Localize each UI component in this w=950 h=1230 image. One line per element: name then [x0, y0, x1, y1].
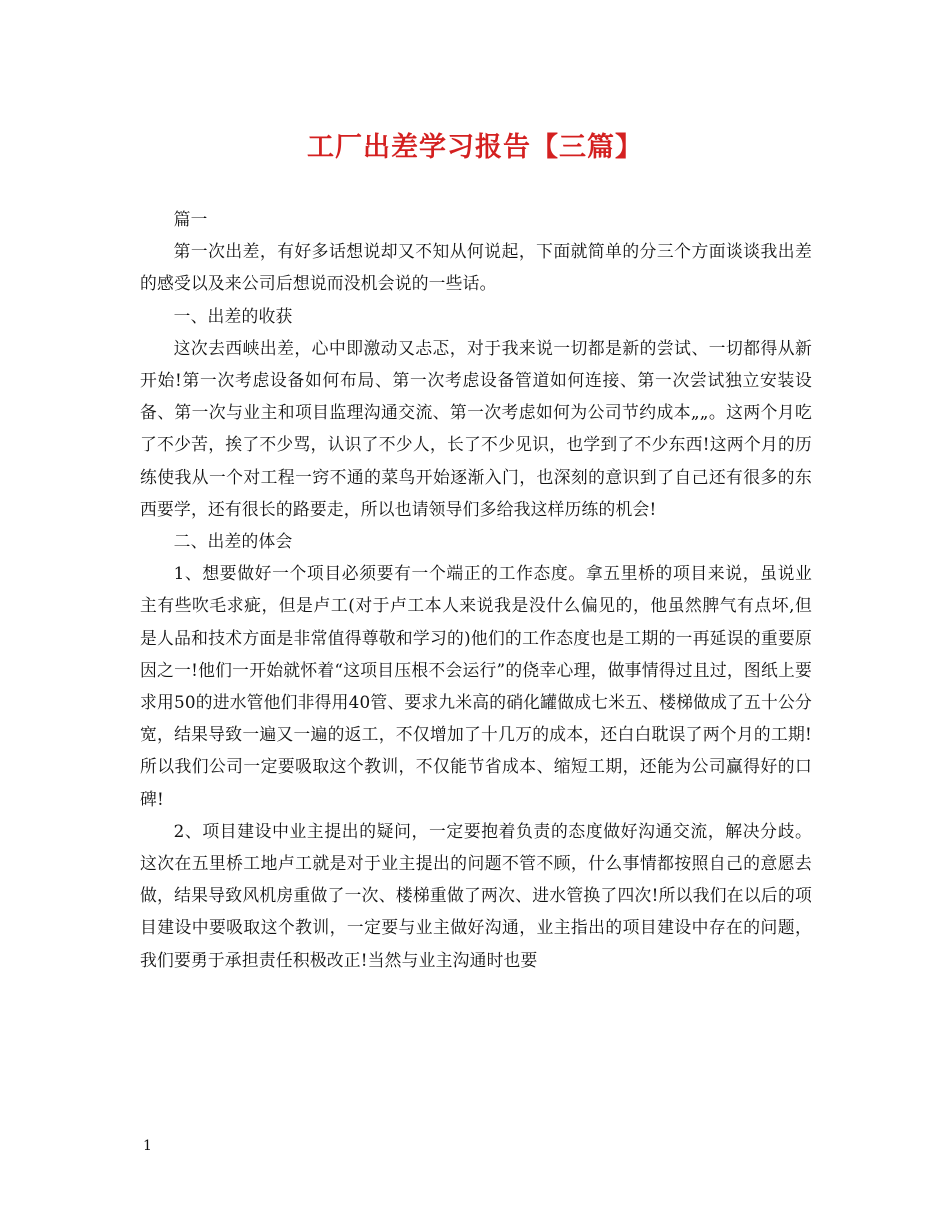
gains-paragraph: 这次去西峡出差，心中即激动又忐忑，对于我来说一切都是新的尝试、一切都得从新开始!第一次考虑设备如何布局、第一次考虑设备管道如何连接、第一次尝试独立安装设备、第一次与业主和项目监理沟通交流、第一次考虑如何为公司节约成本„„。这两个月吃了不少苦，挨了不少骂，认识了不少人，长了不少见识，也学到了不少东西!这两个月的历练使我从一个对工程一窍不通的菜鸟开始逐渐入门，也深刻的意识到了自己还有很多的东西要学，还有很长的路要走，所以也请领导们多给我这样历练的机会!: [140, 337, 812, 519]
intro-paragraph: 第一次出差，有好多话想说却又不知从何说起，下面就简单的分三个方面谈谈我出差的感受以及来公司后想说而没机会说的一些话。: [140, 241, 812, 294]
document-title: 工厂出差学习报告【三篇】: [307, 132, 643, 163]
experience-point-2: 2、项目建设中业主提出的疑问，一定要抱着负责的态度做好沟通交流，解决分歧。这次在五里桥工地卢工就是对于业主提出的问题不管不顾，什么事情都按照自己的意愿去做，结果导致风机房重做了一次、楼梯重做了两次、进水管换了四次!所以我们在以后的项目建设中要吸取这个教训，一定要与业主做好沟通，业主指出的项目建设中存在的问题，我们要勇于承担责任积极改正!当然与业主沟通时也要: [140, 820, 812, 970]
page-number: 1: [143, 1138, 152, 1154]
document-body: [140, 203, 812, 976]
section-heading-part-one: 篇一: [173, 209, 208, 229]
experience-point-1: 1、想要做好一个项目必须要有一个端正的工作态度。拿五里桥的项目来说，虽说业主有些吹毛求疵，但是卢工(对于卢工本人来说我是没什么偏见的，他虽然脾气有点坏,但是人品和技术方面是非常值得尊敬和学习的)他们的工作态度也是工期的一再延误的重要原因之一!他们一开始就怀着“这项目压根不会运行”的侥幸心理，做事情得过且过，图纸上要求用50的进水管他们非得用40管、要求九米高的硝化罐做成七米五、楼梯做成了五十公分宽，结果导致一遍又一遍的返工，不仅增加了十几万的成本，还白白耽误了两个月的工期!所以我们公司一定要吸取这个教训，不仅能节省成本、缩短工期，还能为公司赢得好的口碑!: [140, 563, 812, 809]
section-heading-gains: 一、出差的收获: [173, 305, 293, 326]
section-heading-experience: 二、出差的体会: [173, 531, 293, 552]
